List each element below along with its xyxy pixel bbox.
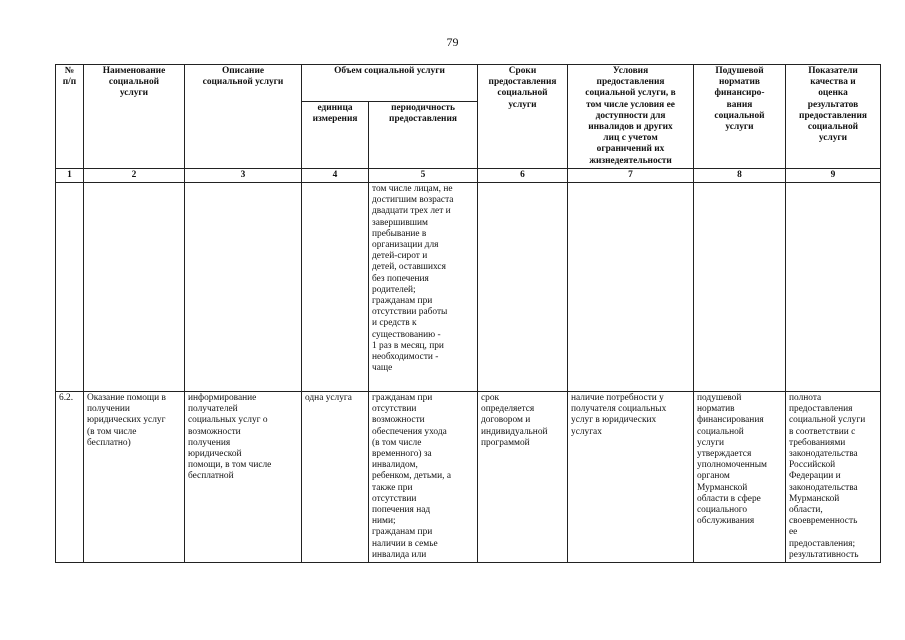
header-service-volume: Объем социальной услуги bbox=[302, 65, 478, 102]
cell-num bbox=[56, 183, 84, 392]
column-number: 3 bbox=[185, 168, 302, 182]
column-number: 4 bbox=[302, 168, 369, 182]
cell-conditions: наличие потребности у получателя социальных услуг в юридических услугах bbox=[568, 392, 694, 563]
cell-periodicity: том числе лицам, не достигшим возраста двадцати трех лет и завершившим пребывание в организации для детей-сирот и детей, оставшихся без попечения родителей; гражданам при отсутствии работы и средств к существованию - 1 раз в месяц, при необходимости - чаще bbox=[369, 183, 478, 392]
column-number-row bbox=[56, 168, 881, 182]
column-number: 8 bbox=[694, 168, 786, 182]
header-num: № п/п bbox=[56, 65, 84, 169]
cell-terms: срок определяется договором и индивидуальной программой bbox=[478, 392, 568, 563]
cell-service-name: Оказание помощи в получении юридических услуг (в том числе бесплатно) bbox=[84, 392, 185, 563]
cell-quality: полнота предоставления социальной услуги в соответствии с требованиями законодательства Российской Федерации и законодательства Мурманской области, своевременность ее предоставления; результативность bbox=[786, 392, 881, 563]
header-service-conditions: Условия предоставления социальной услуги, в том числе условия ее доступности для инвалидов и других лиц с учетом ограничений их жизнедеятельности bbox=[568, 65, 694, 169]
column-number: 1 bbox=[56, 168, 84, 182]
header-service-terms: Сроки предоставления социальной услуги bbox=[478, 65, 568, 169]
header-quality-indicators: Показатели качества и оценка результатов предоставления социальной услуги bbox=[786, 65, 881, 169]
column-number: 7 bbox=[568, 168, 694, 182]
column-number: 2 bbox=[84, 168, 185, 182]
header-unit: единица измерения bbox=[302, 102, 369, 169]
header-service-description: Описание социальной услуги bbox=[185, 65, 302, 169]
cell-financing: подушевой норматив финансирования социальной услуги утверждается уполномоченным органом Мурманской области в сфере социального обслуживания bbox=[694, 392, 786, 563]
cell-num: 6.2. bbox=[56, 392, 84, 563]
page-number: 79 bbox=[446, 35, 459, 49]
header-service-name: Наименование социальной услуги bbox=[84, 65, 185, 169]
column-number: 6 bbox=[478, 168, 568, 182]
cell-unit bbox=[302, 183, 369, 392]
column-number: 9 bbox=[786, 168, 881, 182]
cell-financing bbox=[694, 183, 786, 392]
social-services-table bbox=[55, 64, 881, 563]
header-financing-norm: Подушевой норматив финансиро- вания социальной услуги bbox=[694, 65, 786, 169]
table-row bbox=[56, 392, 881, 563]
cell-quality bbox=[786, 183, 881, 392]
cell-service-name bbox=[84, 183, 185, 392]
cell-periodicity: гражданам при отсутствии возможности обеспечения ухода (в том числе временного) за инвалидом, ребенком, детьми, а также при отсутствии попечения над ними; гражданам при наличии в семье инвалида или bbox=[369, 392, 478, 563]
table-row bbox=[56, 183, 881, 392]
header-periodicity: периодичность предоставления bbox=[369, 102, 478, 169]
header-row-1 bbox=[56, 65, 881, 102]
cell-terms bbox=[478, 183, 568, 392]
cell-conditions bbox=[568, 183, 694, 392]
cell-description bbox=[185, 183, 302, 392]
column-number: 5 bbox=[369, 168, 478, 182]
cell-unit: одна услуга bbox=[302, 392, 369, 563]
cell-description: информирование получателей социальных услуг о возможности получения юридической помощи, в том числе бесплатной bbox=[185, 392, 302, 563]
